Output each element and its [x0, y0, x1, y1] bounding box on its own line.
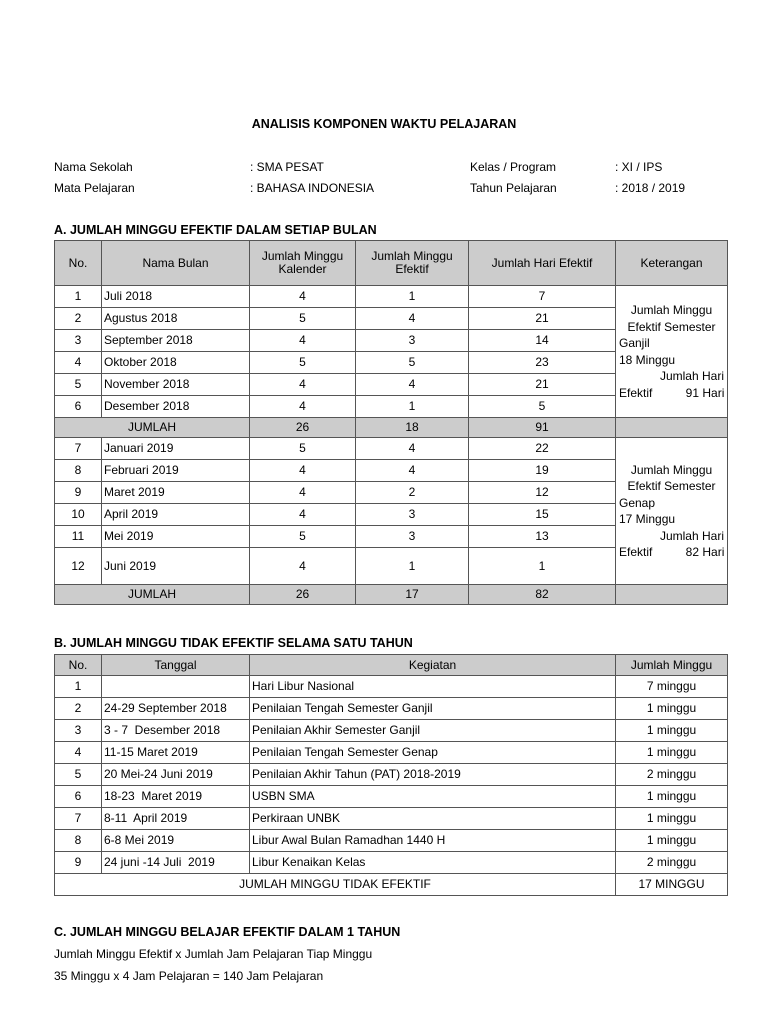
row-no: 4: [55, 742, 102, 764]
table-header-row: [55, 241, 728, 286]
total-notes-empty: [616, 418, 728, 438]
section-b-title: B. JUMLAH MINGGU TIDAK EFEKTIF SELAMA SATU TAHUN: [54, 636, 413, 650]
row-calendar-weeks: 5: [250, 352, 356, 374]
row-month: Maret 2019: [102, 482, 250, 504]
row-effective-days: 19: [469, 460, 616, 482]
row-no: 11: [55, 526, 102, 548]
row-effective-weeks: 4: [356, 438, 469, 460]
header-weeks: Jumlah Minggu: [616, 655, 728, 676]
row-month: Desember 2018: [102, 396, 250, 418]
row-calendar-weeks: 4: [250, 286, 356, 308]
row-no: 8: [55, 460, 102, 482]
table-row: [55, 808, 728, 830]
row-month: Mei 2019: [102, 526, 250, 548]
row-weeks: 1 minggu: [616, 808, 728, 830]
row-month: Februari 2019: [102, 460, 250, 482]
total-label: JUMLAH: [55, 418, 250, 438]
semester-note-line: Efektif Semester: [627, 479, 716, 493]
table-row: [55, 676, 728, 698]
row-no: 7: [55, 438, 102, 460]
header-effective-weeks: Jumlah Minggu Efektif: [356, 241, 469, 286]
row-no: 7: [55, 808, 102, 830]
table-row: [55, 720, 728, 742]
row-date: 18-23 Maret 2019: [102, 786, 250, 808]
section-c-title: C. JUMLAH MINGGU BELAJAR EFEKTIF DALAM 1 TAHUN: [54, 925, 401, 939]
row-date: [102, 676, 250, 698]
row-effective-days: 21: [469, 374, 616, 396]
row-month: Oktober 2018: [102, 352, 250, 374]
formula-line: Jumlah Minggu Efektif x Jumlah Jam Pelajaran Tiap Minggu: [54, 947, 373, 961]
row-activity: Penilaian Tengah Semester Ganjil: [250, 698, 616, 720]
total-calendar-weeks: 26: [250, 418, 356, 438]
row-effective-weeks: 4: [356, 374, 469, 396]
row-no: 12: [55, 548, 102, 585]
row-effective-days: 1: [469, 548, 616, 585]
semester-note-line: Genap: [619, 495, 656, 510]
total-effective-weeks: 18: [356, 418, 469, 438]
effective-weeks-table: [54, 240, 728, 605]
row-no: 1: [55, 286, 102, 308]
row-no: 5: [55, 374, 102, 396]
table-row: [55, 742, 728, 764]
row-date: 6-8 Mei 2019: [102, 830, 250, 852]
row-calendar-weeks: 5: [250, 438, 356, 460]
row-calendar-weeks: 4: [250, 374, 356, 396]
row-effective-weeks: 1: [356, 286, 469, 308]
row-effective-weeks: 4: [356, 308, 469, 330]
semester-note: [616, 438, 728, 585]
year-value: : 2018 / 2019: [615, 181, 686, 195]
row-calendar-weeks: 4: [250, 504, 356, 526]
row-calendar-weeks: 5: [250, 308, 356, 330]
table-header-row: [55, 655, 728, 676]
header-calendar-weeks: Jumlah Minggu Kalender: [250, 241, 356, 286]
page-title: ANALISIS KOMPONEN WAKTU PELAJARAN: [251, 117, 517, 131]
total-value: 17 MINGGU: [616, 874, 728, 896]
header-date: Tanggal: [102, 655, 250, 676]
row-weeks: 1 minggu: [616, 698, 728, 720]
semester-note-line: 18 Minggu: [619, 352, 676, 367]
class-label: Kelas / Program: [470, 160, 557, 174]
row-no: 1: [55, 676, 102, 698]
subject-value: : BAHASA INDONESIA: [250, 181, 375, 195]
table-row: [55, 852, 728, 874]
row-no: 8: [55, 830, 102, 852]
semester-note-line: Ganjil: [619, 336, 650, 350]
row-weeks: 2 minggu: [616, 852, 728, 874]
total-row: [55, 874, 728, 896]
semester-note-line: Jumlah Hari: [659, 528, 724, 543]
row-activity: Hari Libur Nasional: [250, 676, 616, 698]
row-effective-days: 23: [469, 352, 616, 374]
semester-note: [616, 286, 728, 418]
result-line: 35 Minggu x 4 Jam Pelajaran = 140 Jam Pelajaran: [54, 969, 324, 983]
row-calendar-weeks: 4: [250, 482, 356, 504]
row-no: 9: [55, 852, 102, 874]
row-activity: Perkiraan UNBK: [250, 808, 616, 830]
row-no: 9: [55, 482, 102, 504]
row-no: 10: [55, 504, 102, 526]
table-row: [55, 786, 728, 808]
school-value: : SMA PESAT: [250, 160, 324, 174]
row-weeks: 1 minggu: [616, 720, 728, 742]
semester-note-line: Jumlah Minggu: [630, 303, 713, 317]
semester-note-line: Efektif 91 Hari: [619, 385, 725, 400]
row-no: 2: [55, 698, 102, 720]
subject-label: Mata Pelajaran: [54, 181, 135, 195]
header-activity: Kegiatan: [250, 655, 616, 676]
row-month: Juli 2018: [102, 286, 250, 308]
total-effective-days: 91: [469, 418, 616, 438]
table-row: [55, 764, 728, 786]
row-effective-days: 21: [469, 308, 616, 330]
row-activity: Penilaian Akhir Tahun (PAT) 2018-2019: [250, 764, 616, 786]
section-a-title: A. JUMLAH MINGGU EFEKTIF DALAM SETIAP BULAN: [54, 223, 377, 237]
row-activity: Libur Awal Bulan Ramadhan 1440 H: [250, 830, 616, 852]
total-label: JUMLAH MINGGU TIDAK EFEKTIF: [55, 874, 616, 896]
row-no: 3: [55, 330, 102, 352]
row-calendar-weeks: 4: [250, 396, 356, 418]
row-month: Agustus 2018: [102, 308, 250, 330]
year-label: Tahun Pelajaran: [470, 181, 557, 195]
row-effective-weeks: 3: [356, 330, 469, 352]
table-row: [55, 286, 728, 308]
total-notes-empty: [616, 585, 728, 605]
row-date: 8-11 April 2019: [102, 808, 250, 830]
total-label: JUMLAH: [55, 585, 250, 605]
row-activity: Penilaian Akhir Semester Ganjil: [250, 720, 616, 742]
semester-note-line: 17 Minggu: [619, 512, 676, 526]
semester-note-line: Jumlah Hari: [659, 369, 724, 383]
row-month: Juni 2019: [102, 548, 250, 585]
row-month: April 2019: [102, 504, 250, 526]
row-no: 6: [55, 396, 102, 418]
school-label: Nama Sekolah: [54, 160, 133, 174]
row-effective-weeks: 4: [356, 460, 469, 482]
row-calendar-weeks: 4: [250, 460, 356, 482]
table-row: [55, 438, 728, 460]
row-effective-days: 5: [469, 396, 616, 418]
row-effective-weeks: 1: [356, 396, 469, 418]
header-month: Nama Bulan: [102, 241, 250, 286]
row-weeks: 1 minggu: [616, 742, 728, 764]
row-effective-weeks: 2: [356, 482, 469, 504]
row-month: September 2018: [102, 330, 250, 352]
class-value: : XI / IPS: [615, 160, 663, 174]
row-no: 6: [55, 786, 102, 808]
row-effective-days: 15: [469, 504, 616, 526]
row-calendar-weeks: 5: [250, 526, 356, 548]
row-effective-days: 14: [469, 330, 616, 352]
table-row: [55, 830, 728, 852]
row-no: 5: [55, 764, 102, 786]
header-no: No.: [55, 241, 102, 286]
total-row: [55, 418, 728, 438]
row-effective-days: 13: [469, 526, 616, 548]
row-effective-days: 7: [469, 286, 616, 308]
row-effective-days: 12: [469, 482, 616, 504]
row-no: 4: [55, 352, 102, 374]
row-date: 24 juni -14 Juli 2019: [102, 852, 250, 874]
row-weeks: 2 minggu: [616, 764, 728, 786]
row-calendar-weeks: 4: [250, 548, 356, 585]
row-month: Januari 2019: [102, 438, 250, 460]
header-effective-days: Jumlah Hari Efektif: [469, 241, 616, 286]
non-effective-weeks-table: [54, 654, 728, 896]
row-date: 11-15 Maret 2019: [102, 742, 250, 764]
row-effective-weeks: 3: [356, 504, 469, 526]
row-activity: USBN SMA: [250, 786, 616, 808]
row-date: 20 Mei-24 Juni 2019: [102, 764, 250, 786]
semester-note-line: Efektif Semester: [627, 319, 716, 334]
total-effective-weeks: 17: [356, 585, 469, 605]
row-date: 24-29 September 2018: [102, 698, 250, 720]
row-date: 3 - 7 Desember 2018: [102, 720, 250, 742]
row-weeks: 7 minggu: [616, 676, 728, 698]
total-effective-days: 82: [469, 585, 616, 605]
row-month: November 2018: [102, 374, 250, 396]
row-activity: Penilaian Tengah Semester Genap: [250, 742, 616, 764]
header-no: No.: [55, 655, 102, 676]
total-row: [55, 585, 728, 605]
header-notes: Keterangan: [616, 241, 728, 286]
row-weeks: 1 minggu: [616, 786, 728, 808]
row-calendar-weeks: 4: [250, 330, 356, 352]
row-no: 3: [55, 720, 102, 742]
row-activity: Libur Kenaikan Kelas: [250, 852, 616, 874]
row-effective-weeks: 1: [356, 548, 469, 585]
row-effective-days: 22: [469, 438, 616, 460]
table-row: [55, 698, 728, 720]
row-no: 2: [55, 308, 102, 330]
semester-note-line: Efektif 82 Hari: [619, 545, 725, 559]
row-weeks: 1 minggu: [616, 830, 728, 852]
row-effective-weeks: 3: [356, 526, 469, 548]
row-effective-weeks: 5: [356, 352, 469, 374]
total-calendar-weeks: 26: [250, 585, 356, 605]
semester-note-line: Jumlah Minggu: [630, 462, 713, 477]
